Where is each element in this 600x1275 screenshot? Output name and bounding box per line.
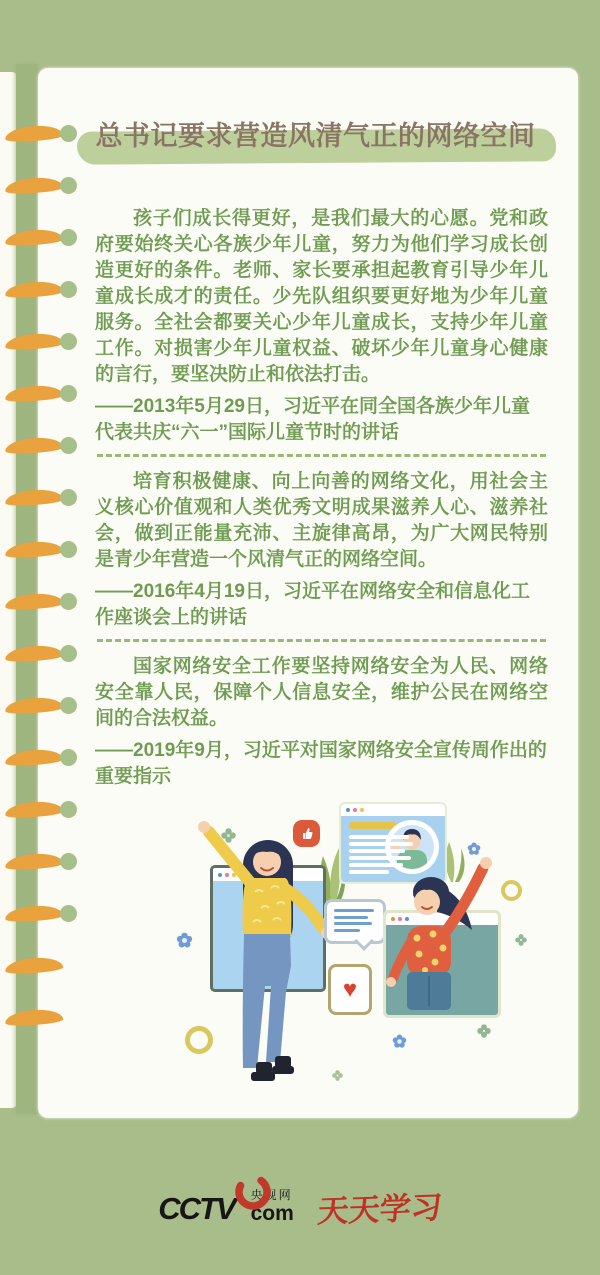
cctv-logo bbox=[158, 1188, 294, 1226]
notebook-spine bbox=[16, 64, 38, 1114]
text-line bbox=[349, 835, 409, 839]
ring-hole-dot bbox=[60, 905, 77, 922]
quote-3-attribution: ——2019年9月，习近平对国家网络安全宣传周作出的重要指示 bbox=[95, 740, 547, 787]
text-line bbox=[334, 929, 360, 932]
tiantianxuexi-wordmark: 天天学习 bbox=[316, 1189, 443, 1230]
ring-hole-dot bbox=[60, 697, 77, 714]
internet-children-illustration bbox=[69, 798, 578, 1078]
dashed-divider bbox=[97, 454, 546, 457]
cctv-wordmark: CCTV bbox=[158, 1190, 235, 1226]
ring-hole-dot bbox=[60, 645, 77, 662]
quote-1-attribution: ——2013年5月29日，习近平在同全国各族少年儿童代表共庆“六一”国际儿童节时的讲话 bbox=[95, 396, 530, 443]
text-line bbox=[334, 916, 368, 919]
clover-icon bbox=[515, 934, 527, 946]
clover-icon bbox=[477, 1024, 491, 1038]
page-title bbox=[83, 114, 548, 162]
yangshiwang-label: 央视网 bbox=[250, 1188, 293, 1203]
notebook-page bbox=[38, 68, 578, 1118]
clover-icon bbox=[332, 1070, 343, 1081]
window-dot-icon bbox=[346, 808, 350, 812]
flower-icon bbox=[467, 842, 481, 856]
heart-icon: ♥ bbox=[342, 975, 358, 1003]
quote-2-attribution: ——2016年4月19日，习近平在网络安全和信息化工作座谈会上的讲话 bbox=[95, 581, 530, 628]
dashed-divider bbox=[97, 639, 546, 642]
text-line bbox=[349, 842, 413, 846]
ring-hole-dot bbox=[60, 281, 77, 298]
ring-hole-dot bbox=[60, 801, 77, 818]
footer-logos bbox=[0, 1184, 600, 1229]
quote-1-text: 孩子们成长得更好，是我们最大的心愿。党和政府要始终关心各族少年儿童，努力为他们学习成长创造更好的条件。老师、家长要承担起教育引导少年儿童成长成才的责任。少先队组织要更好地为少年儿童服务。全社会都要关心少年儿童成长，支持少年儿童工作。对损害少年儿童权益、破坏少年儿童身心健康的言行，要坚决防止和依法打击。 bbox=[95, 208, 548, 385]
circle-icon bbox=[501, 880, 522, 901]
ring-hole-dot bbox=[60, 229, 77, 246]
window-dot-icon bbox=[360, 808, 364, 812]
page-content bbox=[38, 68, 578, 1078]
window-dot-icon bbox=[353, 808, 357, 812]
ring-hole-dot bbox=[60, 489, 77, 506]
clover-icon bbox=[221, 828, 236, 843]
ring-hole-dot bbox=[60, 125, 77, 142]
waving-woman-figure bbox=[187, 816, 337, 1094]
ring-hole-dot bbox=[60, 853, 77, 870]
bubble-tail bbox=[354, 931, 374, 951]
previous-page-edge bbox=[0, 72, 17, 1108]
ring-hole-dot bbox=[60, 177, 77, 194]
quote-2-text: 培育积极健康、向上向善的网络文化，用社会主义核心价值观和人类优秀文明成果滋养人心、滋养社会，做到正能量充沛、主旋律高昂，为广大网民特别是青少年营造一个风清气正的网络空间。 bbox=[95, 471, 548, 570]
page-title-text: 总书记要求营造风清气正的网络空间 bbox=[95, 121, 536, 151]
com-label: com bbox=[250, 1201, 294, 1225]
circle-icon bbox=[185, 1026, 213, 1054]
ring-hole-dot bbox=[60, 541, 77, 558]
text-line bbox=[334, 909, 374, 912]
ring-hole-dot bbox=[60, 749, 77, 766]
flower-icon bbox=[392, 1034, 407, 1049]
ring-hole-dot bbox=[60, 385, 77, 402]
like-card bbox=[328, 964, 372, 1015]
cctv-swoosh-icon bbox=[232, 1171, 274, 1213]
chat-bubble-icon bbox=[324, 899, 386, 944]
waving-girl-figure bbox=[379, 850, 529, 1015]
ring-hole-dot bbox=[60, 437, 77, 454]
text-line bbox=[334, 922, 372, 925]
flower-icon bbox=[176, 932, 193, 949]
window-titlebar bbox=[341, 804, 445, 816]
ring-hole-dot bbox=[60, 593, 77, 610]
ring-hole-dot bbox=[60, 333, 77, 350]
quote-3-text: 国家网络安全工作要坚持网络安全为人民、网络安全靠人民，保障个人信息安全，维护公民在网络空间的合法权益。 bbox=[95, 656, 548, 729]
